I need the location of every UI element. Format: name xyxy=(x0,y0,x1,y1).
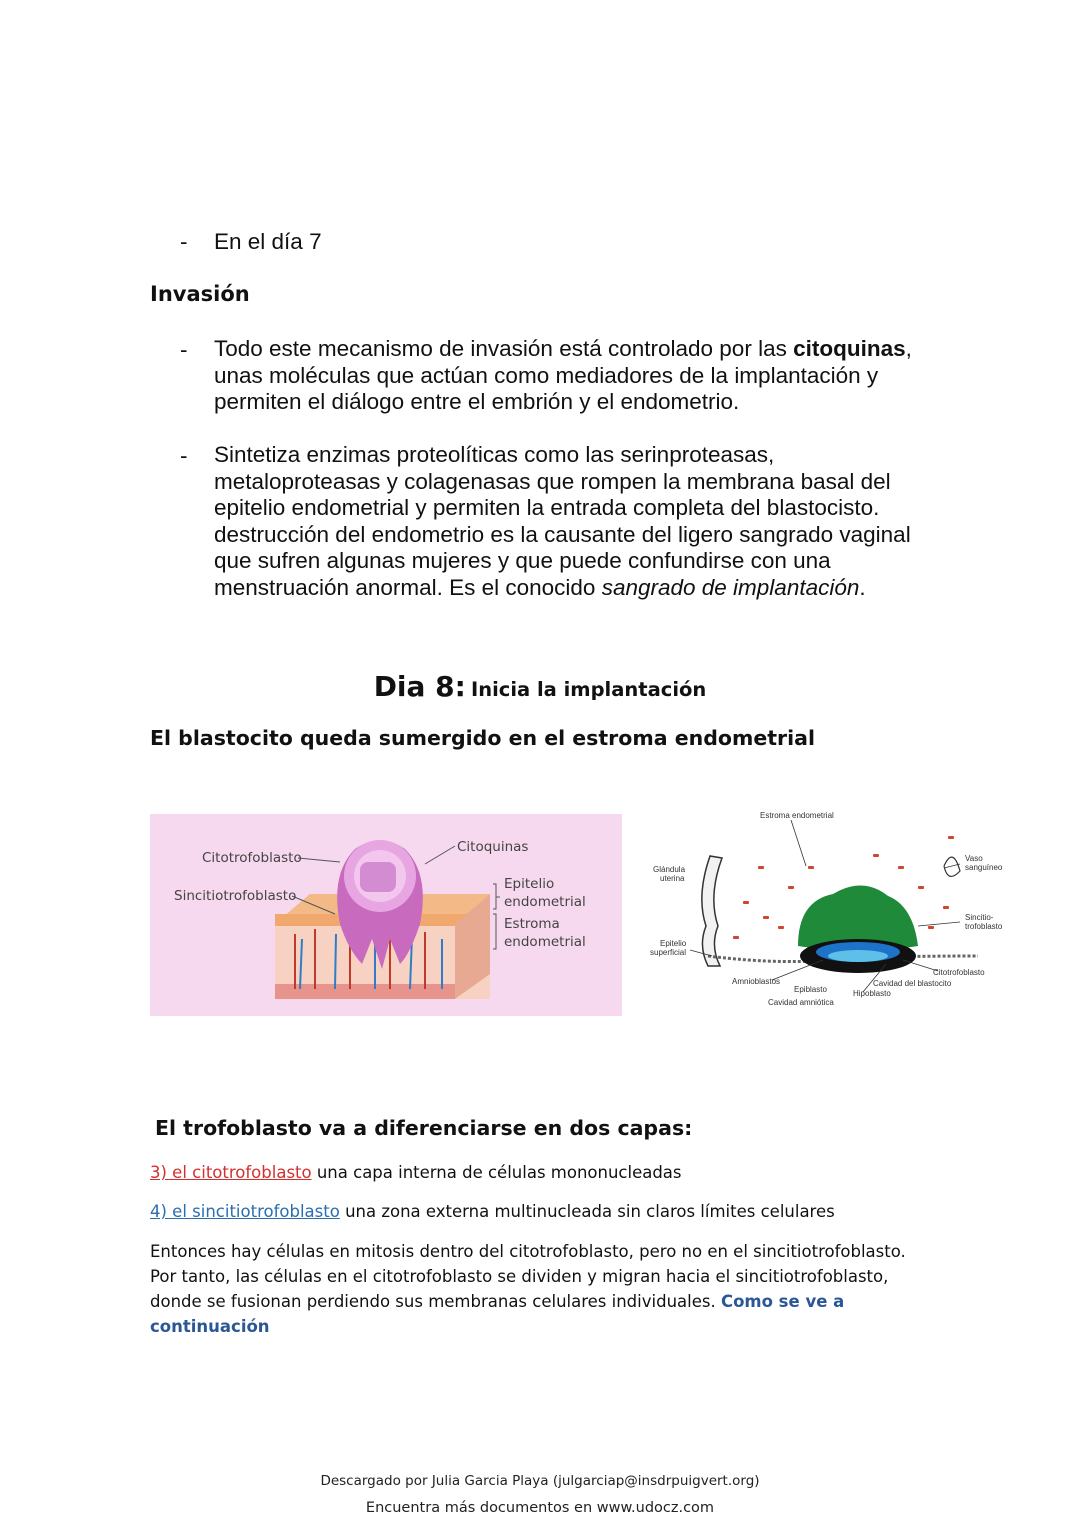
implantation-illustration xyxy=(150,814,622,1016)
invasion-bullet-1: Todo este mecanismo de invasión está controlado por las citoquinas, unas moléculas que actúan como mediadores de la implantación y permiten el diálogo entre el embrión y el endometrio. xyxy=(214,336,912,414)
label-amnioblastos: Amnioblastos xyxy=(732,977,781,986)
label-citoquinas: Citoquinas xyxy=(457,839,529,855)
label-vaso: Vaso xyxy=(965,854,983,863)
label-estroma-endometrial: Estroma endometrial xyxy=(760,811,834,820)
label-epitelio-sup-2: superficial xyxy=(650,948,687,957)
section-heading-invasion: Invasión xyxy=(150,282,250,306)
list-item-4: 4) el sincitiotrofoblasto una zona externa multinucleada sin claros límites celulares xyxy=(150,1202,835,1221)
footer-udocz-link[interactable]: Encuentra más documentos en www.udocz.com xyxy=(365,1500,715,1516)
label-glandula-2: uterina xyxy=(660,874,685,883)
bullet-dash: - xyxy=(180,229,188,254)
day8-title: Dia 8: Inicia la implantación xyxy=(373,670,707,703)
label-citotrofoblasto: Citotrofoblasto xyxy=(202,850,302,866)
label-epiblasto: Epiblasto xyxy=(794,985,827,994)
footer-download-info: Descargado por Julia Garcia Playa (julgarciap@insdrpuigvert.org) xyxy=(320,1473,760,1489)
citotrofoblasto-link[interactable]: 3) el citotrofoblasto xyxy=(150,1163,312,1182)
label-sincitio-2: trofoblasto xyxy=(965,922,1003,931)
label-epitelio-sup: Epitelio xyxy=(660,939,687,948)
trofoblasto-heading: El trofoblasto va a diferenciarse en dos capas: xyxy=(155,1116,693,1140)
label-citotrofoblasto-r: Citotrofoblasto xyxy=(933,968,985,977)
trofoblasto-paragraph: Entonces hay células en mitosis dentro del citotrofoblasto, pero no en el sincitiotrofoblasto. Por tanto, las células en el citotrofoblasto se dividen y migran hacia el sincitiotrofoblasto, donde se fusionan perdiendo sus membranas celulares individuales. Como se ve a continuación xyxy=(150,1242,906,1336)
label-vaso-2: sanguíneo xyxy=(965,863,1003,872)
label-estroma: Estroma xyxy=(504,916,560,932)
bullet-dash: - xyxy=(180,337,188,362)
bullet-dash: - xyxy=(180,443,188,468)
label-epitelio: Epitelio xyxy=(504,876,555,892)
label-estroma-2: endometrial xyxy=(504,934,586,950)
day8-subtitle: El blastocito queda sumergido en el estroma endometrial xyxy=(150,726,816,750)
label-cavidad-blastocito: Cavidad del blastocito xyxy=(873,979,952,988)
label-cavidad-amniotica: Cavidad amniótica xyxy=(768,998,834,1007)
label-epitelio-2: endometrial xyxy=(504,894,586,910)
label-hipoblasto: Hipoblasto xyxy=(853,989,891,998)
label-sincitio: Sincitio- xyxy=(965,913,994,922)
histology-illustration xyxy=(648,806,1003,1012)
list-item-3: 3) el citotrofoblasto una capa interna de células mononucleadas xyxy=(150,1163,682,1182)
label-glandula: Glándula xyxy=(653,865,686,874)
label-sincitiotrofoblasto: Sincitiotrofoblasto xyxy=(174,888,297,904)
invasion-bullet-2: Sintetiza enzimas proteolíticas como las serinproteasas, metaloproteasas y colagenasas que rompen la membrana basal del epitelio endometrial y permiten la entrada completa del blastocisto. destrucción del endometrio es la causante del ligero sangrado vaginal que sufren algunas mujeres y que puede confundirse con una menstruación anormal. Es el conocido sangrado de implantación. xyxy=(214,442,911,600)
intro-bullet: En el día 7 xyxy=(214,229,322,254)
sincitiotrofoblasto-link[interactable]: 4) el sincitiotrofoblasto xyxy=(150,1202,340,1221)
